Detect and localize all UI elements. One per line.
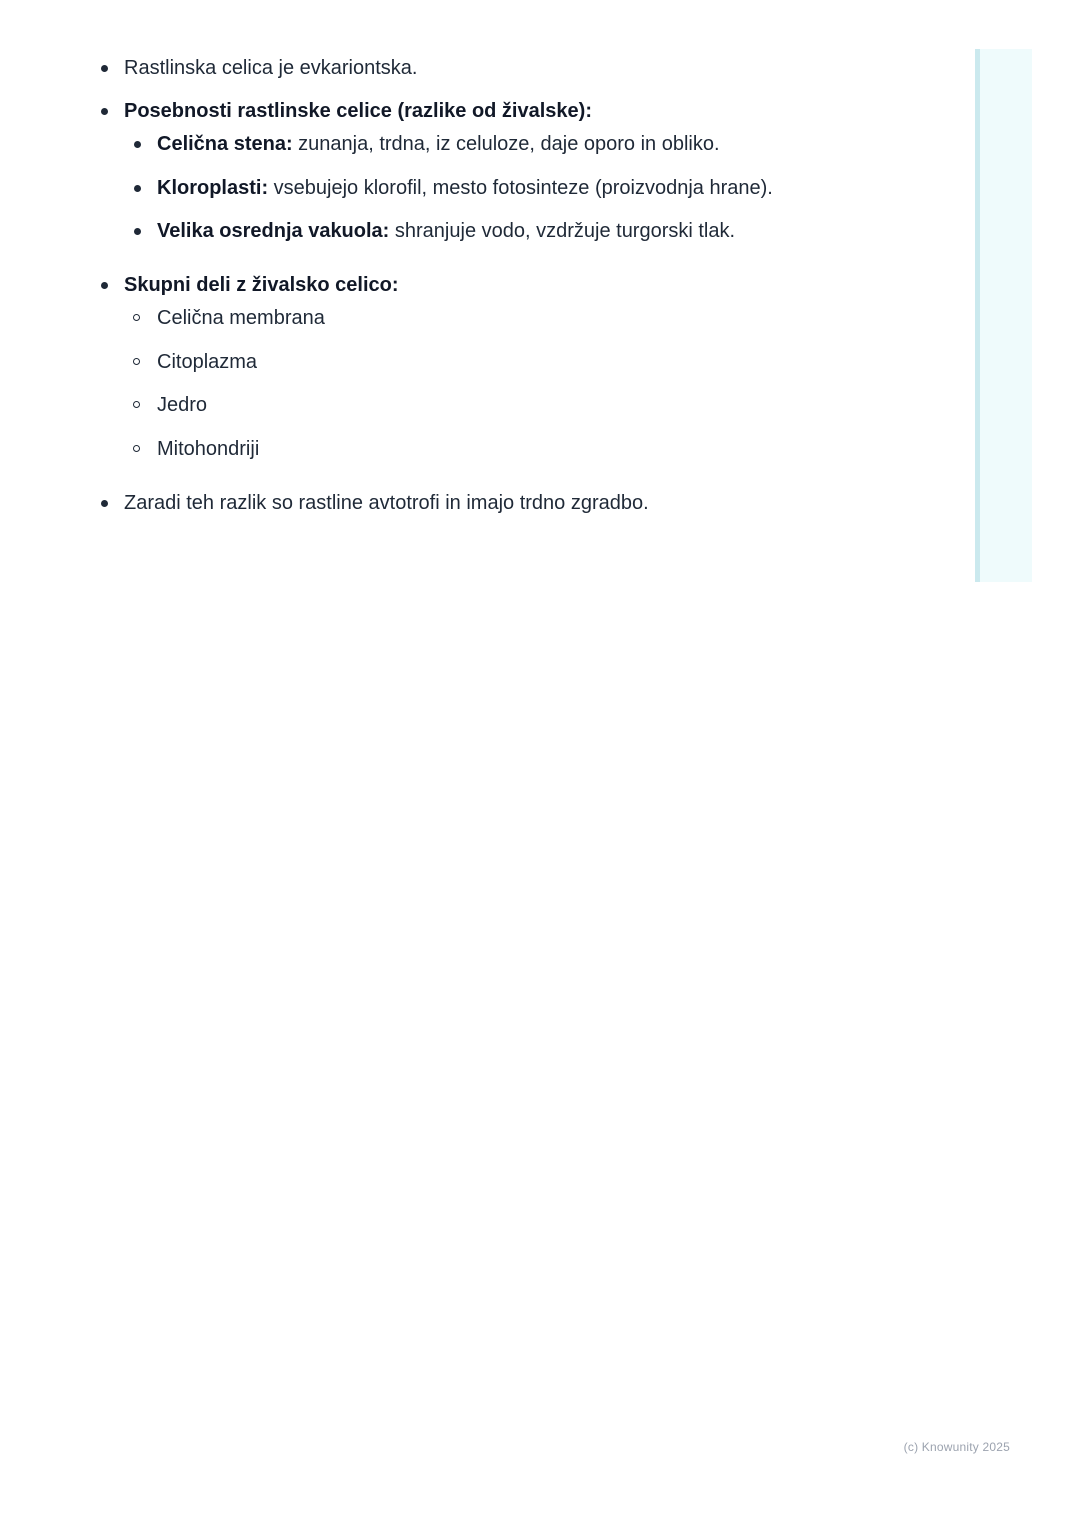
bullet-icon	[101, 108, 108, 115]
list-item	[100, 52, 417, 84]
bullet-icon	[134, 185, 141, 192]
list-item	[100, 215, 735, 247]
item-text: Zaradi teh razlik so rastline avtotrofi in imajo trdno zgradbo.	[124, 492, 649, 514]
item-term: Celična stena:	[157, 133, 293, 155]
bullet-icon	[134, 141, 141, 148]
item-text: Mitohondriji	[157, 438, 260, 460]
item-heading: Posebnosti rastlinske celice (razlike od živalske):	[124, 100, 592, 122]
circle-bullet-icon	[133, 401, 140, 408]
list-item	[100, 302, 325, 334]
circle-bullet-icon	[133, 445, 140, 452]
copyright-footer: (c) Knowunity 2025	[903, 1440, 1010, 1454]
list-item	[100, 346, 257, 378]
list-item	[100, 433, 259, 465]
item-text: shranjuje vodo, vzdržuje turgorski tlak.	[389, 220, 736, 242]
list-item	[100, 128, 720, 160]
bullet-icon	[101, 500, 108, 507]
item-term: Kloroplasti:	[157, 177, 269, 199]
item-text: Citoplazma	[157, 351, 258, 373]
item-text: zunanja, trdna, iz celuloze, daje oporo in obliko.	[292, 133, 720, 155]
circle-bullet-icon	[133, 314, 140, 321]
list-item	[100, 269, 399, 301]
bullet-icon	[101, 65, 108, 72]
circle-bullet-icon	[133, 358, 140, 365]
item-text: Rastlinska celica je evkariontska.	[124, 57, 418, 79]
item-text: vsebujejo klorofil, mesto fotosinteze (proizvodnja hrane).	[268, 177, 773, 199]
item-term: Velika osrednja vakuola:	[157, 220, 390, 242]
list-item	[100, 487, 649, 519]
item-heading: Skupni deli z živalsko celico:	[124, 274, 399, 296]
list-item	[100, 95, 592, 127]
bullet-icon	[101, 282, 108, 289]
item-text: Celična membrana	[157, 307, 325, 329]
list-item	[100, 389, 207, 421]
list-item	[100, 172, 773, 204]
side-accent-panel	[975, 49, 1032, 582]
bullet-icon	[134, 228, 141, 235]
item-text: Jedro	[157, 394, 208, 416]
